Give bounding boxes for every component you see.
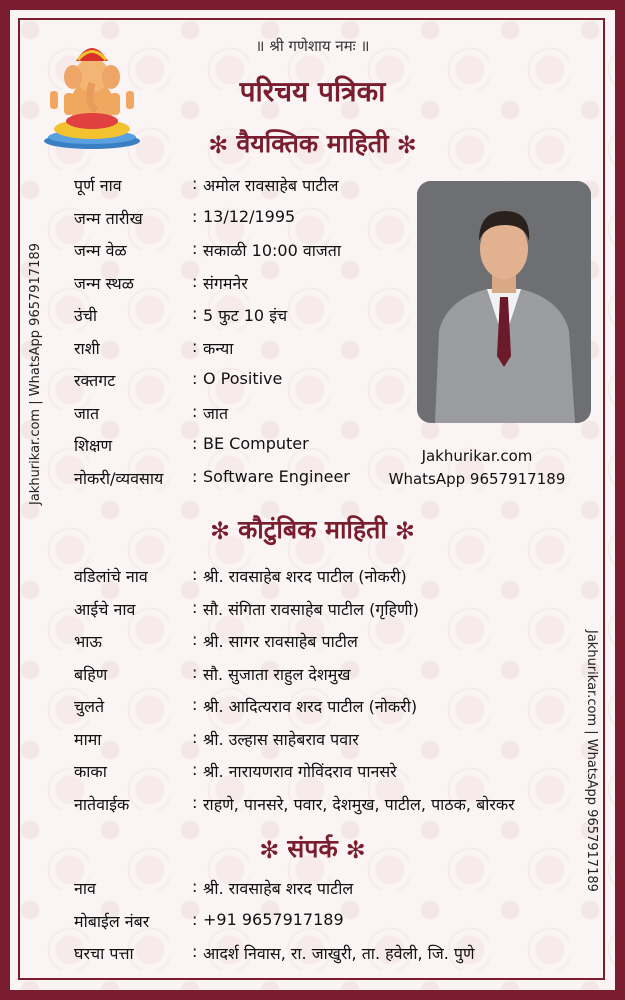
personal-label: नोकरी/व्यवसाय (74, 468, 164, 488)
family-label: भाऊ (74, 632, 102, 651)
flower-icon: ✻ (209, 517, 231, 545)
contact-value: +91 9657917189 (203, 909, 344, 929)
colon-separator: : (192, 206, 198, 226)
personal-label: शिक्षण (74, 436, 113, 455)
family-value: राहणे, पानसरे, पवार, देशमुख, पाटील, पाठक, बोरकर (203, 794, 515, 814)
personal-value: संगमनेर (203, 273, 248, 293)
colon-separator: : (192, 466, 198, 486)
personal-label: उंची (74, 306, 98, 325)
personal-label: जन्म तारीख (74, 208, 143, 228)
section-heading-contact (0, 831, 625, 865)
personal-label: पूर्ण नाव (74, 176, 122, 195)
colon-separator: : (192, 877, 198, 896)
colon-separator: : (192, 336, 198, 356)
personal-value: कन्या (203, 338, 234, 358)
contact-label: नाव (74, 879, 96, 898)
family-value: सौ. संगिता रावसाहेब पाटील (गृहिणी) (203, 599, 419, 619)
colon-separator: : (192, 695, 198, 714)
personal-label: रक्तगट (74, 371, 116, 390)
vertical-brand-right: Jakhurikar.com | WhatsApp 9657917189 (584, 630, 599, 892)
family-value: सौ. सुजाता राहुल देशमुख (203, 664, 351, 684)
colon-separator: : (192, 239, 198, 258)
personal-value: सकाळी 10:00 वाजता (203, 241, 342, 260)
family-value: श्री. रावसाहेब शरद पाटील (नोकरी) (203, 567, 407, 586)
colon-separator: : (192, 942, 198, 961)
section-heading-personal (0, 126, 625, 160)
colon-separator: : (192, 271, 198, 291)
family-value: श्री. सागर रावसाहेब पाटील (203, 632, 358, 651)
personal-value: BE Computer (203, 434, 309, 453)
colon-separator: : (192, 401, 198, 421)
colon-separator: : (192, 760, 198, 779)
brand-whatsapp: WhatsApp 9657917189 (388, 470, 566, 488)
personal-value: O Positive (203, 369, 283, 388)
colon-separator: : (192, 369, 198, 388)
colon-separator: : (192, 565, 198, 584)
contact-value: आदर्श निवास, रा. जाखुरी, ता. हवेली, जि. पुणे (203, 944, 475, 963)
colon-separator: : (192, 792, 198, 812)
family-label: काका (74, 762, 107, 781)
section-heading-family (0, 512, 625, 546)
page-title: परिचय पत्रिका (239, 75, 386, 108)
section-title-personal: वैयक्तिक माहिती (236, 129, 389, 158)
family-label: आईचे नाव (74, 599, 136, 619)
contact-label: घरचा पत्ता (74, 944, 134, 963)
colon-separator: : (192, 174, 198, 193)
brand-site: Jakhurikar.com (421, 447, 533, 465)
flower-icon: ✻ (394, 517, 416, 545)
personal-value: 5 फुट 10 इंच (203, 306, 288, 325)
personal-label: जन्म वेळ (74, 241, 127, 260)
flower-icon: ✻ (345, 836, 366, 864)
personal-label: राशी (74, 338, 100, 358)
family-label: चुलते (74, 697, 105, 716)
colon-separator: : (192, 434, 198, 453)
colon-separator: : (192, 662, 198, 682)
contact-value: श्री. रावसाहेब शरद पाटील (203, 879, 354, 898)
family-label: मामा (74, 729, 102, 749)
colon-separator: : (192, 909, 198, 929)
family-label: बहिण (74, 664, 108, 684)
section-title-family: कौटुंबिक माहिती (238, 515, 387, 544)
family-value: श्री. नारायणराव गोविंदराव पानसरे (203, 762, 397, 781)
colon-separator: : (192, 630, 198, 649)
personal-label: जन्म स्थळ (74, 273, 134, 293)
section-title-contact: संपर्क (287, 834, 338, 863)
personal-value: 13/12/1995 (203, 206, 296, 226)
family-label: नातेवाईक (74, 794, 130, 814)
personal-label: जात (74, 403, 100, 423)
vertical-brand-left: Jakhurikar.com | WhatsApp 9657917189 (28, 243, 43, 505)
flower-icon: ✻ (259, 836, 280, 864)
invocation-text: ॥ श्री गणेशाय नमः ॥ (255, 37, 370, 55)
flower-icon: ✻ (396, 131, 417, 159)
family-label: वडिलांचे नाव (74, 567, 148, 586)
contact-label: मोबाईल नंबर (74, 911, 150, 931)
colon-separator: : (192, 304, 198, 323)
personal-value: अमोल रावसाहेब पाटील (203, 176, 339, 195)
flower-icon: ✻ (208, 131, 229, 159)
family-value: श्री. आदित्यराव शरद पाटील (नोकरी) (203, 697, 418, 716)
personal-value: जात (203, 403, 229, 423)
family-value: श्री. उल्हास साहेबराव पवार (203, 729, 359, 749)
personal-value: Software Engineer (203, 466, 350, 486)
profile-photo (417, 181, 591, 423)
colon-separator: : (192, 597, 198, 617)
colon-separator: : (192, 727, 198, 747)
